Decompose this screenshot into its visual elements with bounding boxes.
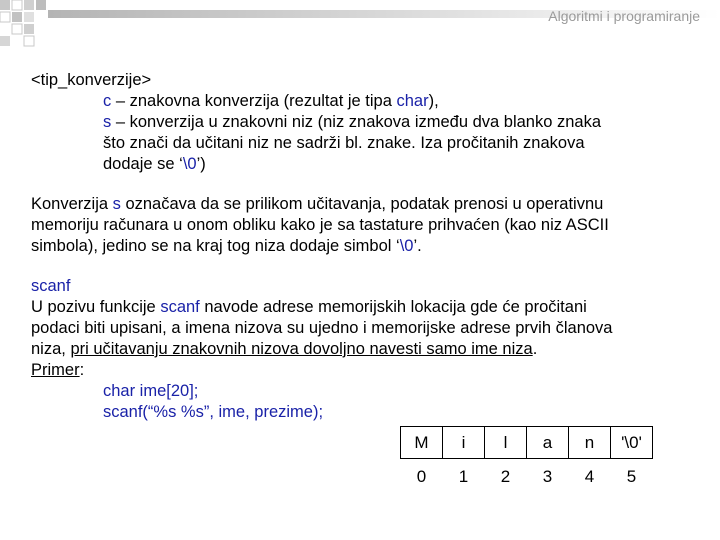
string-memory-table	[400, 426, 653, 495]
paragraph-scanf-line2: podaci biti upisani, a imena nizova su ujedno i memorijske adrese prvih članova	[31, 319, 613, 337]
char-cell: M	[401, 427, 443, 459]
code-line-scanf: scanf(“%s %s”, ime, prezime);	[103, 403, 324, 421]
slide-header-title: Algoritmi i programiranje	[548, 8, 700, 24]
char-row	[401, 427, 653, 459]
index-cell: 1	[458, 467, 469, 486]
conversion-item-s-line3: dodaje se ‘\0’)	[103, 155, 206, 173]
char-cell: a	[527, 427, 569, 459]
code-line-declaration: char ime[20];	[103, 382, 199, 400]
index-cell: 3	[542, 467, 553, 486]
index-cell: 5	[626, 467, 637, 486]
index-cell: 4	[584, 467, 595, 486]
paragraph-conversion-s-line2: memoriju računara u onom obliku kako je sa tastature prihvaćen (kao niz ASCII	[31, 216, 609, 234]
example-label: Primer:	[31, 361, 85, 379]
scanf-heading: scanf	[31, 277, 71, 295]
slide-content	[31, 70, 696, 423]
paragraph-scanf-line3: niza, pri učitavanju znakovnih nizova dovoljno navesti samo ime niza.	[31, 340, 538, 358]
conversion-item-s: s – konverzija u znakovni niz (niz znakova između dva blanko znaka	[103, 113, 602, 131]
paragraph-scanf-line1: U pozivu funkcije scanf navode adrese memorijskih lokacija gde će pročitani	[31, 298, 587, 316]
index-row	[401, 459, 653, 496]
emphasis-underlined: pri učitavanju znakovnih nizova dovoljno navesti samo ime niza	[70, 340, 533, 358]
paragraph-conversion-s-line1: Konverzija s označava da se prilikom učitavanja, podatak prenosi u operativnu	[31, 195, 604, 213]
char-cell: n	[569, 427, 611, 459]
char-cell: '\0'	[611, 427, 653, 459]
conversion-item-s-line2: što znači da učitani niz ne sadrži bl. znake. Iza pročitanih znakova	[103, 134, 585, 152]
conversion-heading: <tip_konverzije>	[31, 71, 152, 89]
char-cell: i	[443, 427, 485, 459]
index-cell: 2	[500, 467, 511, 486]
conversion-item-c: c – znakovna konverzija (rezultat je tipa char),	[103, 92, 439, 110]
char-cell: l	[485, 427, 527, 459]
index-cell: 0	[416, 467, 427, 486]
paragraph-conversion-s-line3: simbola), jedino se na kraj tog niza dodaje simbol ‘\0’.	[31, 237, 422, 255]
